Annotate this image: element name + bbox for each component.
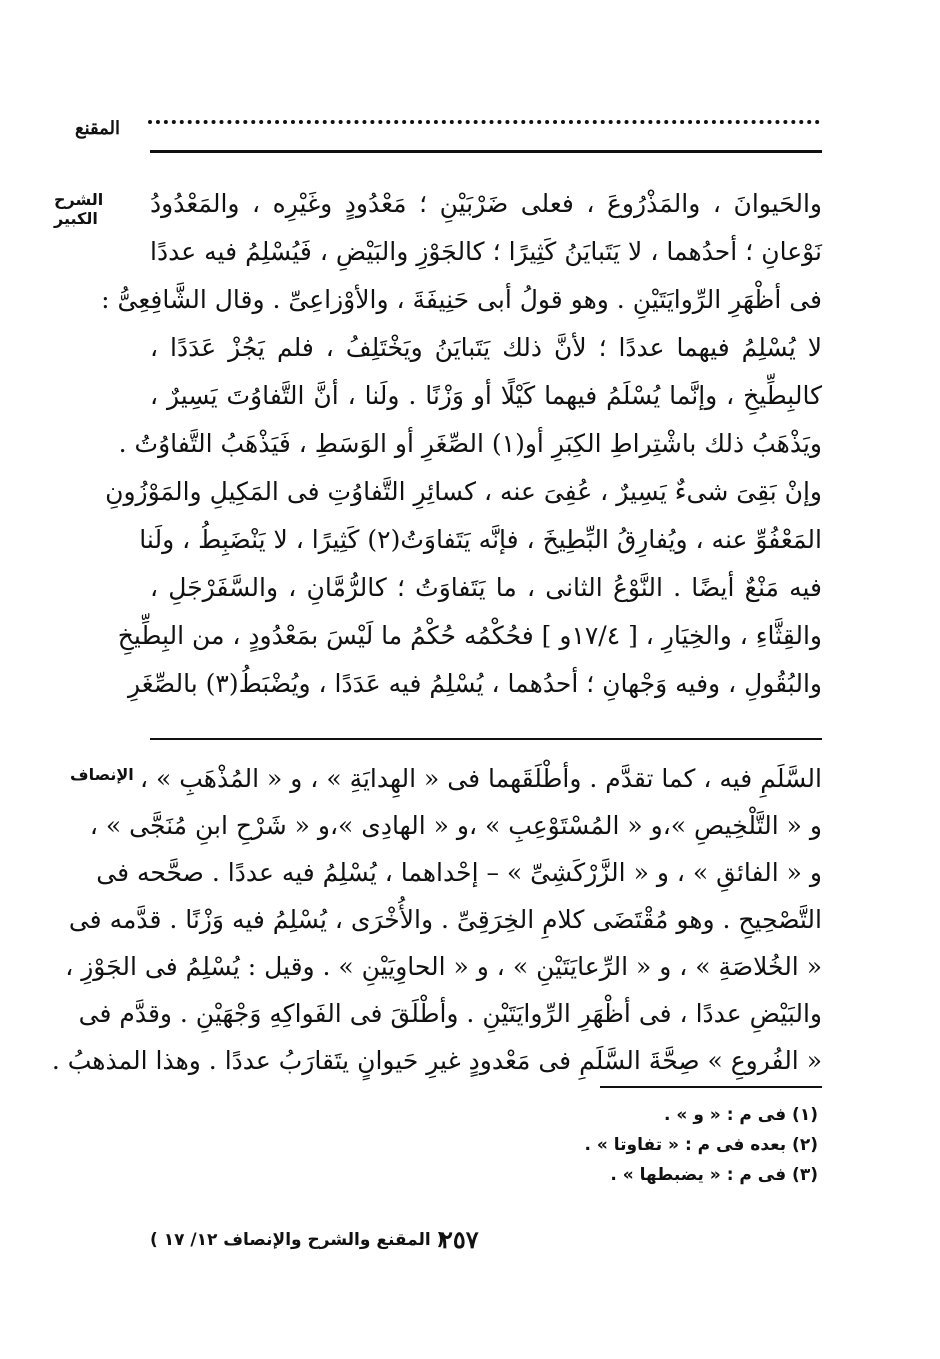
sharh-line: والبُقُولِ ، وفيه وَجْهانِ ؛ أحدُهما ، يُسْلِمُ فيه عَدَدًا ، ويُضْبَطُ(٣) بالصِّغَرِ	[127, 669, 822, 698]
insaf-line: و « الفائقِ » ، و « الزَّرْكَشِىِّ » – إحْداهما ، يُسْلِمُ فيه عددًا . صحَّحه فى	[96, 858, 822, 887]
footnotes	[585, 1100, 818, 1190]
sharh-line: كالبِطِّيخِ ، وإنَّما يُسْلَمُ فيهما كَيْلًا أو وَزْنًا . ولَنا ، أنَّ التَّفاوُتَ يَسِيرٌ ،	[150, 381, 822, 410]
insaf-line: و « التَّلْخِيصِ »،و « المُسْتَوْعِبِ » ،و « الهادِى »،و « شَرْحِ ابنِ مُنَجَّى » ،	[89, 811, 822, 840]
sharh-line: نَوْعانِ ؛ أحدُهما ، لا يَتَبايَنُ كَثِيرًا ؛ كالجَوْزِ والبَيْضِ ، فَيُسْلِمُ فيه عددًا	[150, 237, 822, 266]
sharh-line: فى أظْهَرِ الرِّوايَتَيْنِ . وهو قولُ أبى حَنِيفَةَ ، والأوْزاعِىِّ . وقال الشَّافِعِىُّ :	[101, 285, 822, 314]
insaf-line: « الخُلاصَةِ » ، و « الرِّعايَتَيْنِ » ، و « الحاوِيَيْنِ » . وقيل : يُسْلِمُ فى الجَوْزِ ،	[65, 952, 822, 981]
section-label-insaf: الإنصاف	[70, 765, 134, 784]
footnote: (٢) بعده فى م : « تفاوتا » .	[584, 1135, 818, 1155]
page-number: ٢٥٧	[440, 1225, 479, 1254]
insaf-line: والبَيْضِ عددًا ، فى أظْهَرِ الرِّوايَتَيْنِ . وأطْلَقَ فى الفَواكِهِ وَجْهَيْنِ . وقدَّم فى	[78, 999, 822, 1028]
footnote: (٣) فى م : « يضبطها » .	[610, 1165, 818, 1185]
insaf-line: « الفُروعِ » صِحَّةَ السَّلَمِ فى مَعْدودٍ غيرِ حَيوانٍ يتَقارَبُ عددًا . وهذا المذهبُ .	[51, 1046, 822, 1075]
footnote: (١) فى م : « و » .	[664, 1105, 818, 1125]
header-rule	[150, 150, 822, 153]
sharh-line: المَعْفُوِّ عنه ، ويُفارِقُ البِّطِيخَ ، فإنَّه يَتَفاوَتُ(٢) كَثِيرًا ، لا يَنْضَبِطُ ، ولَنا	[139, 525, 822, 554]
section-divider	[150, 738, 822, 740]
sharh-line: فيه مَنْعٌ أيضًا . النَّوْعُ الثانى ، ما يَتَفاوَتُ ؛ كالرُّمَّانِ ، والسَّفَرْجَلِ ،	[150, 573, 822, 602]
sharh-line: لا يُسْلِمُ فيهما عددًا ؛ لأنَّ ذلك يَتَبايَنُ ويَخْتَلِفُ ، فلم يَجُزْ عَدَدًا ،	[150, 333, 822, 362]
sharh-line: وإنْ بَقِىَ شىءٌ يَسِيرٌ ، عُفِىَ عنه ، كسائِرِ التَّفاوُتِ فى المَكِيلِ والمَوْزُونِ	[105, 477, 822, 506]
header-dotted-leader	[148, 120, 820, 124]
volume-reference: ( المقنع والشرح والإنصاف ١٢/ ١٧ )	[150, 1230, 445, 1250]
sharh-line: ويَذْهَبُ ذلك باشْتِراطِ الكِبَرِ أو(١) الصِّغَرِ أو الوَسَطِ ، فَيَذْهَبُ التَّفاوُتُ .	[118, 429, 822, 458]
running-header-title: المقنع	[74, 118, 120, 139]
section-label-sharh: الشرح الكبير	[54, 190, 104, 228]
insaf-line: التَّصْحِيحِ . وهو مُقْتَضَى كلامِ الخِرَقِىِّ . والأُخْرَى ، يُسْلِمُ فيه وَزْنًا . قدَّمه فى	[68, 905, 822, 934]
sharh-line: والقِثَّاءِ ، والخِيَارِ ، [ ١٧/٤و ] فحُكْمُه حُكْمُ ما لَيْسَ بمَعْدُودٍ ، من البِطِّيخِ	[117, 621, 822, 650]
sharh-text-block	[101, 180, 822, 708]
insaf-line: السَّلَمِ فيه ، كما تقدَّم . وأطْلَقَهما فى « الهِدايَةِ » ، و « المُذْهَبِ » ،	[139, 764, 822, 793]
footnote-rule	[600, 1086, 822, 1088]
sharh-line: والحَيوانَ ، والمَذْرُوعَ ، فعلى ضَرْبَيْنِ ؛ مَعْدُودٍ وغَيْرِه ، والمَعْدُودُ	[150, 189, 822, 218]
